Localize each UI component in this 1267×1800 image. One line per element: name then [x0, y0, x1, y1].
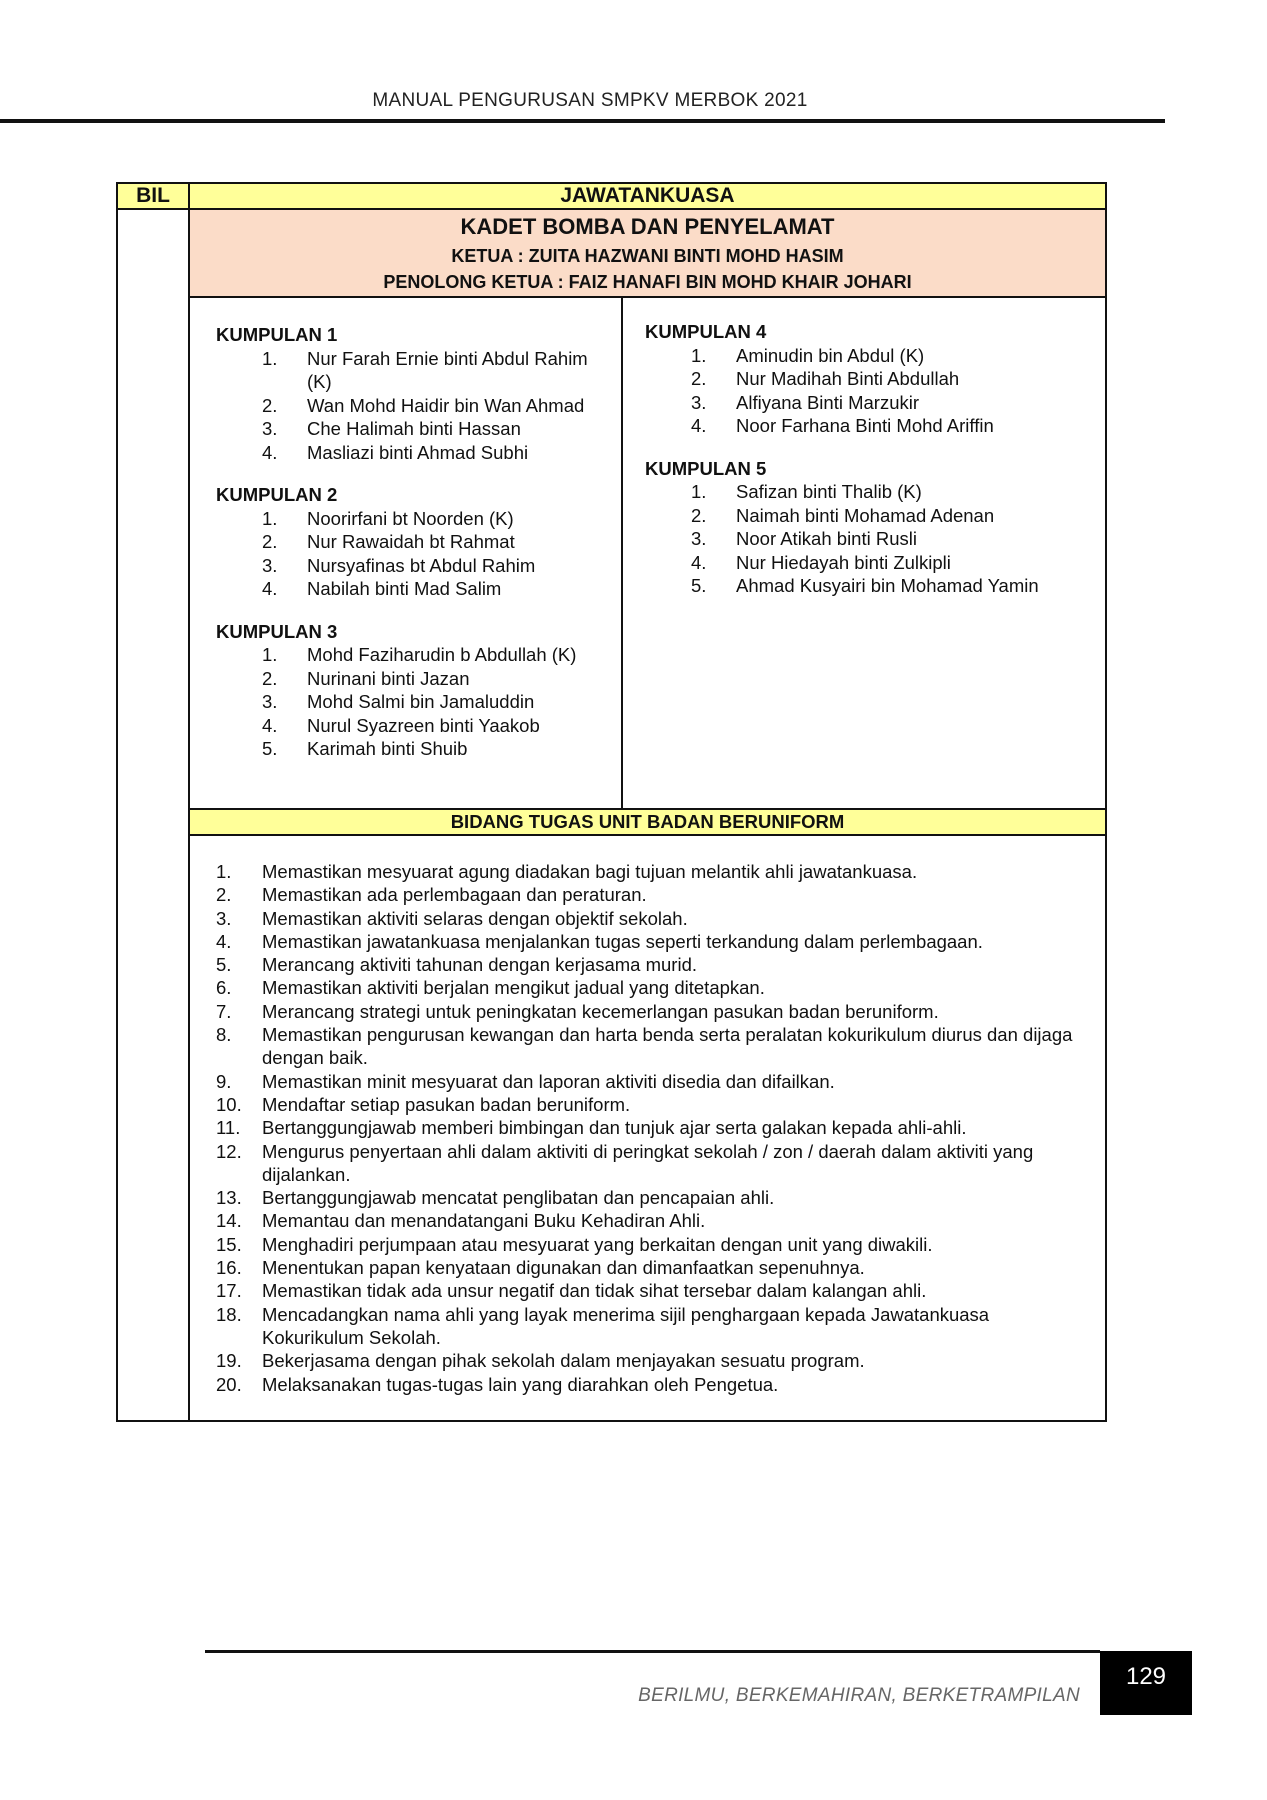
member-number: 4. [262, 714, 278, 736]
duty-number: 15. [216, 1233, 242, 1255]
member-number: 1. [691, 481, 707, 502]
member-item [216, 507, 616, 531]
duty-number: 2. [216, 884, 232, 906]
duty-text: Memastikan mesyuarat agung diadakan bagi tujuan melantik ahli jawatankuasa. [262, 861, 918, 882]
duty-number: 14. [216, 1210, 242, 1232]
duty-text: Menentukan papan kenyataan digunakan dan dimanfaatkan sepenuhnya. [262, 1257, 865, 1279]
duty-number: 4. [216, 930, 232, 952]
duty-item [216, 907, 1096, 930]
member-item [216, 643, 616, 667]
member-number: 4. [262, 578, 278, 599]
group-title: KUMPULAN 3 [216, 620, 338, 642]
member-item [645, 574, 1100, 598]
duty-item [216, 953, 1096, 976]
member-item [645, 527, 1100, 551]
member-name: Masliazi binti Ahmad Subhi [307, 441, 529, 463]
member-name: Wan Mohd Haidir bin Wan Ahmad [307, 394, 585, 416]
duty-text: Mencadangkan nama ahli yang layak menerima sijil penghargaan kepada Jawatankuasa Kokurikulum Sekolah. [262, 1303, 990, 1348]
duty-item [216, 1186, 1096, 1209]
member-item [216, 577, 616, 601]
duty-number: 1. [216, 861, 232, 882]
member-item [216, 394, 616, 418]
duty-item [216, 1349, 1096, 1372]
duty-item [216, 883, 1096, 906]
groups-column-divider [621, 298, 623, 808]
committee-name: KADET BOMBA DAN PENYELAMAT [460, 214, 835, 239]
member-number: 3. [691, 528, 707, 549]
groups-left-column [216, 323, 616, 780]
duty-text: Mendaftar setiap pasukan badan beruniform. [262, 1093, 631, 1115]
duty-item [216, 1116, 1096, 1139]
group-block [645, 320, 1100, 438]
member-name: Che Halimah binti Hassan [307, 418, 521, 439]
duty-item [216, 1279, 1096, 1302]
member-number: 3. [262, 554, 278, 576]
member-item [216, 530, 616, 554]
member-item [645, 551, 1100, 575]
member-item [216, 347, 616, 394]
member-item [645, 414, 1100, 438]
member-item [216, 667, 616, 691]
member-name: Noor Atikah binti Rusli [736, 528, 917, 549]
member-item [645, 480, 1100, 504]
duty-item [216, 1093, 1096, 1116]
member-item [645, 344, 1100, 368]
duty-text: Memantau dan menandatangani Buku Kehadiran Ahli. [262, 1210, 706, 1232]
member-name: Naimah binti Mohamad Adenan [736, 504, 995, 526]
duty-item [216, 1000, 1096, 1023]
duty-text: Merancang aktiviti tahunan dengan kerjasama murid. [262, 954, 697, 976]
duty-text: Merancang strategi untuk peningkatan kecemerlangan pasukan badan beruniform. [262, 1000, 939, 1022]
duty-item [216, 1233, 1096, 1256]
member-item [216, 441, 616, 465]
member-name: Nurinani binti Jazan [307, 667, 470, 689]
member-name: Nur Rawaidah bt Rahmat [307, 531, 515, 552]
duty-text: Bertanggungjawab mencatat penglibatan dan pencapaian ahli. [262, 1187, 775, 1209]
duty-number: 13. [216, 1187, 242, 1209]
group-title: KUMPULAN 2 [216, 484, 338, 505]
duty-item [216, 1209, 1096, 1232]
duty-text: Memastikan aktiviti berjalan mengikut jadual yang ditetapkan. [262, 977, 765, 999]
member-name: Mohd Salmi bin Jamaluddin [307, 691, 535, 712]
member-number: 1. [691, 344, 707, 366]
member-name: Karimah binti Shuib [307, 738, 468, 759]
member-number: 2. [262, 394, 278, 416]
member-name: Nur Hiedayah binti Zulkipli [736, 551, 951, 573]
footer-motto: BERILMU, BERKEMAHIRAN, BERKETRAMPILAN [638, 1685, 1080, 1706]
duty-number: 7. [216, 1000, 232, 1022]
member-number: 3. [262, 418, 278, 439]
member-name: Nursyafinas bt Abdul Rahim [307, 554, 536, 576]
duty-number: 10. [216, 1093, 242, 1115]
member-number: 1. [262, 507, 278, 529]
group-title: KUMPULAN 5 [645, 457, 767, 479]
member-number: 3. [262, 691, 278, 712]
duty-number: 5. [216, 954, 232, 976]
member-item [645, 367, 1100, 391]
duty-item [216, 1373, 1096, 1396]
duty-text: Menghadiri perjumpaan atau mesyuarat yang berkaitan dengan unit yang diwakili. [262, 1233, 933, 1255]
duty-number: 16. [216, 1257, 242, 1279]
duty-number: 19. [216, 1350, 242, 1372]
duty-item [216, 1070, 1096, 1093]
member-item [216, 690, 616, 714]
member-item [216, 417, 616, 441]
duty-text: Melaksanakan tugas-tugas lain yang diarahkan oleh Pengetua. [262, 1373, 779, 1395]
member-name: Safizan binti Thalib (K) [736, 481, 922, 502]
member-name: Aminudin bin Abdul (K) [736, 344, 925, 366]
member-number: 5. [691, 575, 707, 596]
member-item [645, 504, 1100, 528]
group-title: KUMPULAN 4 [645, 321, 767, 342]
groups-right-column [645, 320, 1100, 617]
duty-item [216, 976, 1096, 999]
duty-number: 3. [216, 907, 232, 929]
duty-text: Bekerjasama dengan pihak sekolah dalam menjayakan sesuatu program. [262, 1350, 865, 1372]
member-number: 2. [262, 667, 278, 689]
member-number: 2. [691, 504, 707, 526]
duties-list [216, 860, 1096, 1396]
member-item [216, 714, 616, 738]
group-title: KUMPULAN 1 [216, 324, 338, 345]
committee-header: JAWATANKUASA [190, 184, 1105, 210]
duty-text: Memastikan minit mesyuarat dan laporan aktiviti disedia dan difailkan. [262, 1070, 835, 1092]
header-rule [0, 119, 1165, 123]
duty-item [216, 1023, 1096, 1070]
footer-rule [205, 1650, 1100, 1653]
member-number: 4. [691, 551, 707, 573]
member-item [216, 554, 616, 578]
member-number: 5. [262, 738, 278, 759]
page-header-title: MANUAL PENGURUSAN SMPKV MERBOK 2021 [372, 90, 808, 111]
member-number: 1. [262, 644, 278, 665]
member-name: Nurul Syazreen binti Yaakob [307, 714, 540, 736]
group-block [216, 323, 616, 464]
duty-item [216, 1140, 1096, 1187]
committee-chair: KETUA : ZUITA HAZWANI BINTI MOHD HASIM [451, 246, 844, 266]
member-item [645, 391, 1100, 415]
duty-number: 12. [216, 1140, 242, 1162]
duty-item [216, 930, 1096, 953]
duty-item [216, 1303, 1096, 1350]
duty-number: 8. [216, 1024, 232, 1046]
bil-header: BIL [118, 184, 188, 210]
group-block [645, 457, 1100, 598]
committee-table [116, 182, 1107, 1422]
member-item [216, 737, 616, 761]
duty-text: Memastikan jawatankuasa menjalankan tugas seperti terkandung dalam perlembagaan. [262, 930, 983, 952]
member-number: 4. [691, 415, 707, 436]
duty-text: Memastikan aktiviti selaras dengan objektif sekolah. [262, 907, 688, 929]
bil-column-divider [188, 184, 190, 1422]
duty-text: Bertanggungjawab memberi bimbingan dan tunjuk ajar serta galakan kepada ahli-ahli. [262, 1117, 967, 1139]
duty-number: 11. [216, 1117, 241, 1139]
duty-text: Memastikan tidak ada unsur negatif dan tidak sihat tersebar dalam kalangan ahli. [262, 1280, 927, 1302]
committee-vice-chair: PENOLONG KETUA : FAIZ HANAFI BIN MOHD KHAIR JOHARI [383, 272, 912, 292]
member-number: 3. [691, 391, 707, 413]
member-name: Nabilah binti Mad Salim [307, 578, 502, 599]
member-number: 1. [262, 347, 278, 369]
duty-text: Memastikan ada perlembagaan dan peraturan. [262, 884, 647, 906]
duty-number: 9. [216, 1070, 232, 1092]
group-block [216, 483, 616, 601]
duty-text: Memastikan pengurusan kewangan dan harta benda serta peralatan kokurikulum diurus dan dijaga dengan baik. [262, 1024, 1073, 1069]
duty-text: Mengurus penyertaan ahli dalam aktiviti di peringkat sekolah / zon / daerah dalam aktiviti yang dijalankan. [262, 1140, 1034, 1185]
page-number: 129 [1100, 1651, 1192, 1715]
group-block [216, 620, 616, 761]
member-name: Nur Farah Ernie binti Abdul Rahim (K) [307, 347, 588, 392]
duty-number: 6. [216, 977, 232, 999]
member-number: 2. [691, 368, 707, 389]
member-name: Ahmad Kusyairi bin Mohamad Yamin [736, 575, 1039, 596]
duty-number: 17. [216, 1280, 242, 1302]
duties-header: BIDANG TUGAS UNIT BADAN BERUNIFORM [190, 808, 1105, 836]
member-name: Alfiyana Binti Marzukir [736, 391, 920, 413]
duty-number: 20. [216, 1373, 242, 1395]
member-name: Mohd Faziharudin b Abdullah (K) [307, 644, 577, 665]
member-name: Nur Madihah Binti Abdullah [736, 368, 960, 389]
member-number: 4. [262, 441, 278, 463]
member-number: 2. [262, 531, 278, 552]
duty-item [216, 1256, 1096, 1279]
duty-item [216, 860, 1096, 883]
committee-info [190, 210, 1105, 298]
duty-number: 18. [216, 1303, 242, 1325]
member-name: Noorirfani bt Noorden (K) [307, 507, 514, 529]
member-name: Noor Farhana Binti Mohd Ariffin [736, 415, 994, 436]
